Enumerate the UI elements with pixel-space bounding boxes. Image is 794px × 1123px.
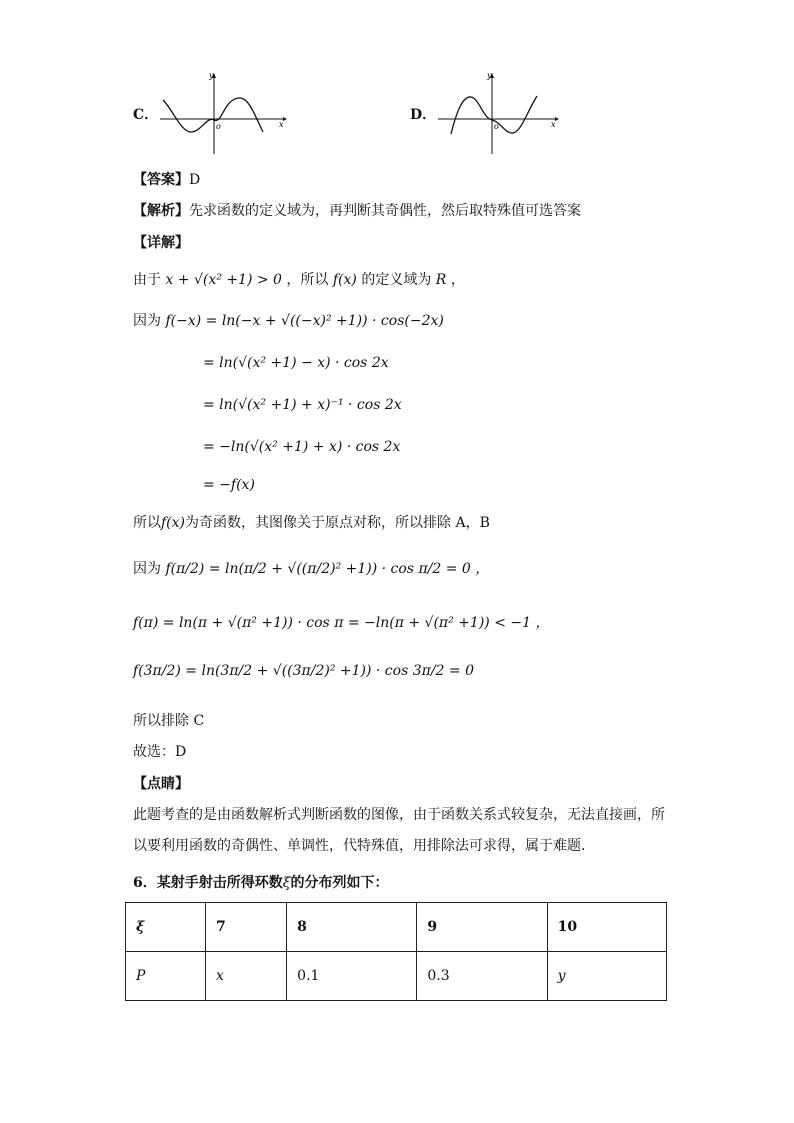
option-d-label: D． — [410, 107, 437, 123]
because2-label: 因为 — [133, 561, 161, 577]
answer-tag: 【答案】 — [133, 172, 189, 188]
q6-title-prefix: 6．某射手射击所得环数 — [133, 875, 283, 891]
table-cell: y — [547, 952, 666, 1001]
d-axis-y: y — [487, 71, 492, 80]
because-label: 因为 — [133, 313, 161, 329]
table-header-row — [126, 903, 667, 952]
c-axis-x: x — [279, 120, 284, 129]
q6-xi: ξ — [282, 875, 291, 891]
distribution-table — [125, 902, 667, 1001]
question-6-title — [133, 873, 388, 893]
comment-line-1: 此题考查的是由函数解析式判断函数的图像，由于函数关系式较复杂，无法直接画，所 — [133, 807, 665, 823]
odd-text: 为奇函数，其图像关于原点对称，所以排除 A，B — [185, 515, 490, 531]
choose-line: 故选：D — [133, 744, 187, 760]
special-value-pi-half-line — [133, 559, 489, 579]
odd-fx: f(x) — [161, 515, 186, 531]
derivation-line-1 — [133, 311, 444, 331]
c-origin: o — [216, 122, 221, 131]
domain-prefix: 由于 — [133, 272, 161, 288]
domain-end: ， — [450, 272, 465, 288]
domain-R: R — [435, 272, 447, 288]
option-c-graph — [155, 70, 290, 156]
domain-expr: x + √(x² +1) > 0 — [165, 272, 282, 288]
derivation-line-4: = −ln(√(x² +1) + x) · cos 2x — [203, 439, 401, 455]
table-cell: ξ — [126, 903, 206, 952]
option-d-graph — [433, 70, 563, 156]
q6-title-suffix: 的分布列如下： — [290, 875, 389, 891]
special-value-3pi-half-line: f(3π/2) = ln(3π/2 + √((3π/2)² +1)) · cos 3π/2 = 0 — [133, 663, 474, 679]
analysis-tag: 【解析】 — [133, 203, 189, 219]
answer-line — [133, 170, 200, 190]
odd-function-line — [133, 513, 490, 533]
table-row — [126, 952, 667, 1001]
line1-expr: f(−x) = ln(−x + √((−x)² +1)) · cos(−2x) — [165, 313, 444, 329]
d-axis-x: x — [551, 120, 556, 129]
detail-tag: 【详解】 — [133, 235, 189, 251]
table-cell: 0.3 — [417, 952, 547, 1001]
derivation-line-3: = ln(√(x² +1) + x)⁻¹ · cos 2x — [203, 397, 402, 413]
table-cell: P — [126, 952, 206, 1001]
derivation-line-5: = −f(x) — [203, 477, 255, 493]
table-cell: 0.1 — [287, 952, 417, 1001]
table-cell: x — [205, 952, 286, 1001]
table-cell: 9 — [417, 903, 547, 952]
table-cell: 8 — [287, 903, 417, 952]
domain-mid: ，所以 — [286, 272, 329, 288]
table-cell: 10 — [547, 903, 666, 952]
comment-line-2: 以要利用函数的奇偶性、单调性，代特殊值，用排除法可求得，属于难题． — [133, 838, 595, 854]
comment-tag: 【点睛】 — [133, 776, 189, 792]
c-axis-y: y — [209, 71, 214, 80]
derivation-line-2: = ln(√(x² +1) − x) · cos 2x — [203, 355, 389, 371]
answer-value: D — [189, 172, 201, 188]
special-value-pi-line: f(π) = ln(π + √(π² +1)) · cos π = −ln(π + √(π² +1)) < −1 ， — [133, 615, 550, 631]
analysis-text: 先求函数的定义域为，再判断其奇偶性，然后取特殊值可选答案 — [189, 203, 581, 219]
analysis-line — [133, 201, 581, 221]
table-cell: 7 — [205, 903, 286, 952]
domain-fx: f(x) — [332, 272, 357, 288]
odd-prefix: 所以 — [133, 515, 161, 531]
d-origin: o — [494, 122, 499, 131]
exclude-c-line: 所以排除 C — [133, 713, 205, 729]
domain-suffix: 的定义域为 — [361, 272, 432, 288]
eq-pi-half: f(π/2) = ln(π/2 + √((π/2)² +1)) · cos π/2 = 0 ， — [165, 561, 490, 577]
domain-line — [133, 270, 465, 290]
option-c-label: C． — [133, 107, 159, 123]
